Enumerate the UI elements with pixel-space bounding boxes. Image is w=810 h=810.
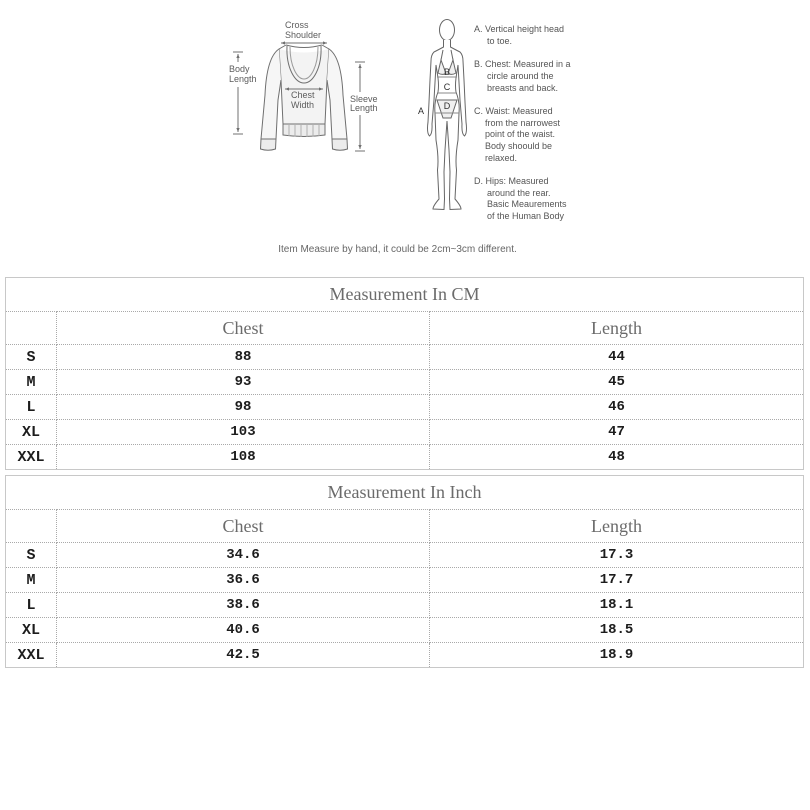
length-cell: 17.3 [430,543,804,568]
figure-head [440,20,455,41]
table-header-row [6,312,804,345]
note-b-line1: B. Chest: Measured in a [474,59,571,69]
body-length-label-line1: Body [229,64,250,74]
length-cell: 18.9 [430,643,804,668]
length-cell: 44 [430,345,804,370]
size-cell: XXL [6,445,57,470]
table-title-row [6,476,804,510]
note-c-line2: from the narrowest [485,118,561,128]
note-d-line3: Basic Meaurements [487,199,567,209]
table-title: Measurement In CM [6,278,804,312]
length-column-header: Length [430,312,804,345]
note-c-line5: relaxed. [485,153,518,163]
table-row [6,395,804,420]
length-cell: 48 [430,445,804,470]
measurement-illustrations [0,0,810,235]
length-cell: 47 [430,420,804,445]
garment-back-neckline [286,45,322,48]
cross-shoulder-label-line1: Cross [285,20,309,30]
chest-width-label-line1: Chest [291,90,315,100]
chest-cell: 98 [57,395,430,420]
chest-cell: 42.5 [57,643,430,668]
chest-cell: 40.6 [57,618,430,643]
chest-column-header: Chest [57,312,430,345]
marker-c: C [443,82,451,92]
garment-right-cuff [332,139,348,150]
length-cell: 46 [430,395,804,420]
size-cell: XXL [6,643,57,668]
table-row [6,370,804,395]
table-row [6,445,804,470]
chest-cell: 38.6 [57,593,430,618]
note-b-line2: circle around the [487,71,554,81]
size-cell: M [6,568,57,593]
note-b-line3: breasts and back. [487,83,559,93]
note-c-line3: point of the waist. [485,129,556,139]
table-row [6,618,804,643]
table-title: Measurement In Inch [6,476,804,510]
body-length-label-line2: Length [229,74,257,84]
size-cell: S [6,345,57,370]
chest-column-header: Chest [57,510,430,543]
table-row [6,345,804,370]
chest-cell: 93 [57,370,430,395]
note-c-line1: C. Waist: Measured [474,106,553,116]
chest-cell: 103 [57,420,430,445]
size-cell: L [6,593,57,618]
size-cell: XL [6,618,57,643]
chest-cell: 88 [57,345,430,370]
note-d-line2: around the rear. [487,188,551,198]
note-a-line1: A. Vertical height head [474,24,565,34]
garment-right-sleeve [327,49,347,139]
figure-silhouette [428,40,467,210]
size-table-inch [5,475,804,668]
size-column-header [6,312,57,345]
note-a-line2: to toe. [487,36,513,46]
marker-a: A [417,106,425,116]
size-cell: M [6,370,57,395]
table-header-row [6,510,804,543]
chest-cell: 108 [57,445,430,470]
size-cell: XL [6,420,57,445]
size-table-cm [5,277,804,470]
measurement-caption: Item Measure by hand, it could be 2cm~3cm different. [278,244,517,255]
garment-body-fill [279,49,329,124]
garment-left-cuff [261,139,277,150]
human-body-figure [428,20,467,210]
cross-shoulder-label-line2: Shoulder [285,30,322,40]
note-d-line1: D. Hips: Measured [474,176,549,186]
body-notes [474,24,571,221]
table-title-row [6,278,804,312]
note-d-line4: of the Human Body [487,211,565,221]
table-row [6,420,804,445]
sleeve-length-label-line2: Length [350,103,378,113]
chest-cell: 36.6 [57,568,430,593]
length-column-header: Length [430,510,804,543]
chest-cell: 34.6 [57,543,430,568]
size-cell: L [6,395,57,420]
length-cell: 18.5 [430,618,804,643]
length-cell: 45 [430,370,804,395]
table-row [6,543,804,568]
garment-left-sleeve [261,49,281,139]
marker-d: D [443,101,451,111]
note-c-line4: Body shoould be [485,141,553,151]
length-cell: 17.7 [430,568,804,593]
size-column-header [6,510,57,543]
table-row [6,643,804,668]
size-cell: S [6,543,57,568]
table-row [6,593,804,618]
table-row [6,568,804,593]
length-cell: 18.1 [430,593,804,618]
sleeve-length-label-line1: Sleeve [350,94,378,104]
marker-b: B [443,67,451,77]
chest-width-label-line2: Width [291,100,315,110]
